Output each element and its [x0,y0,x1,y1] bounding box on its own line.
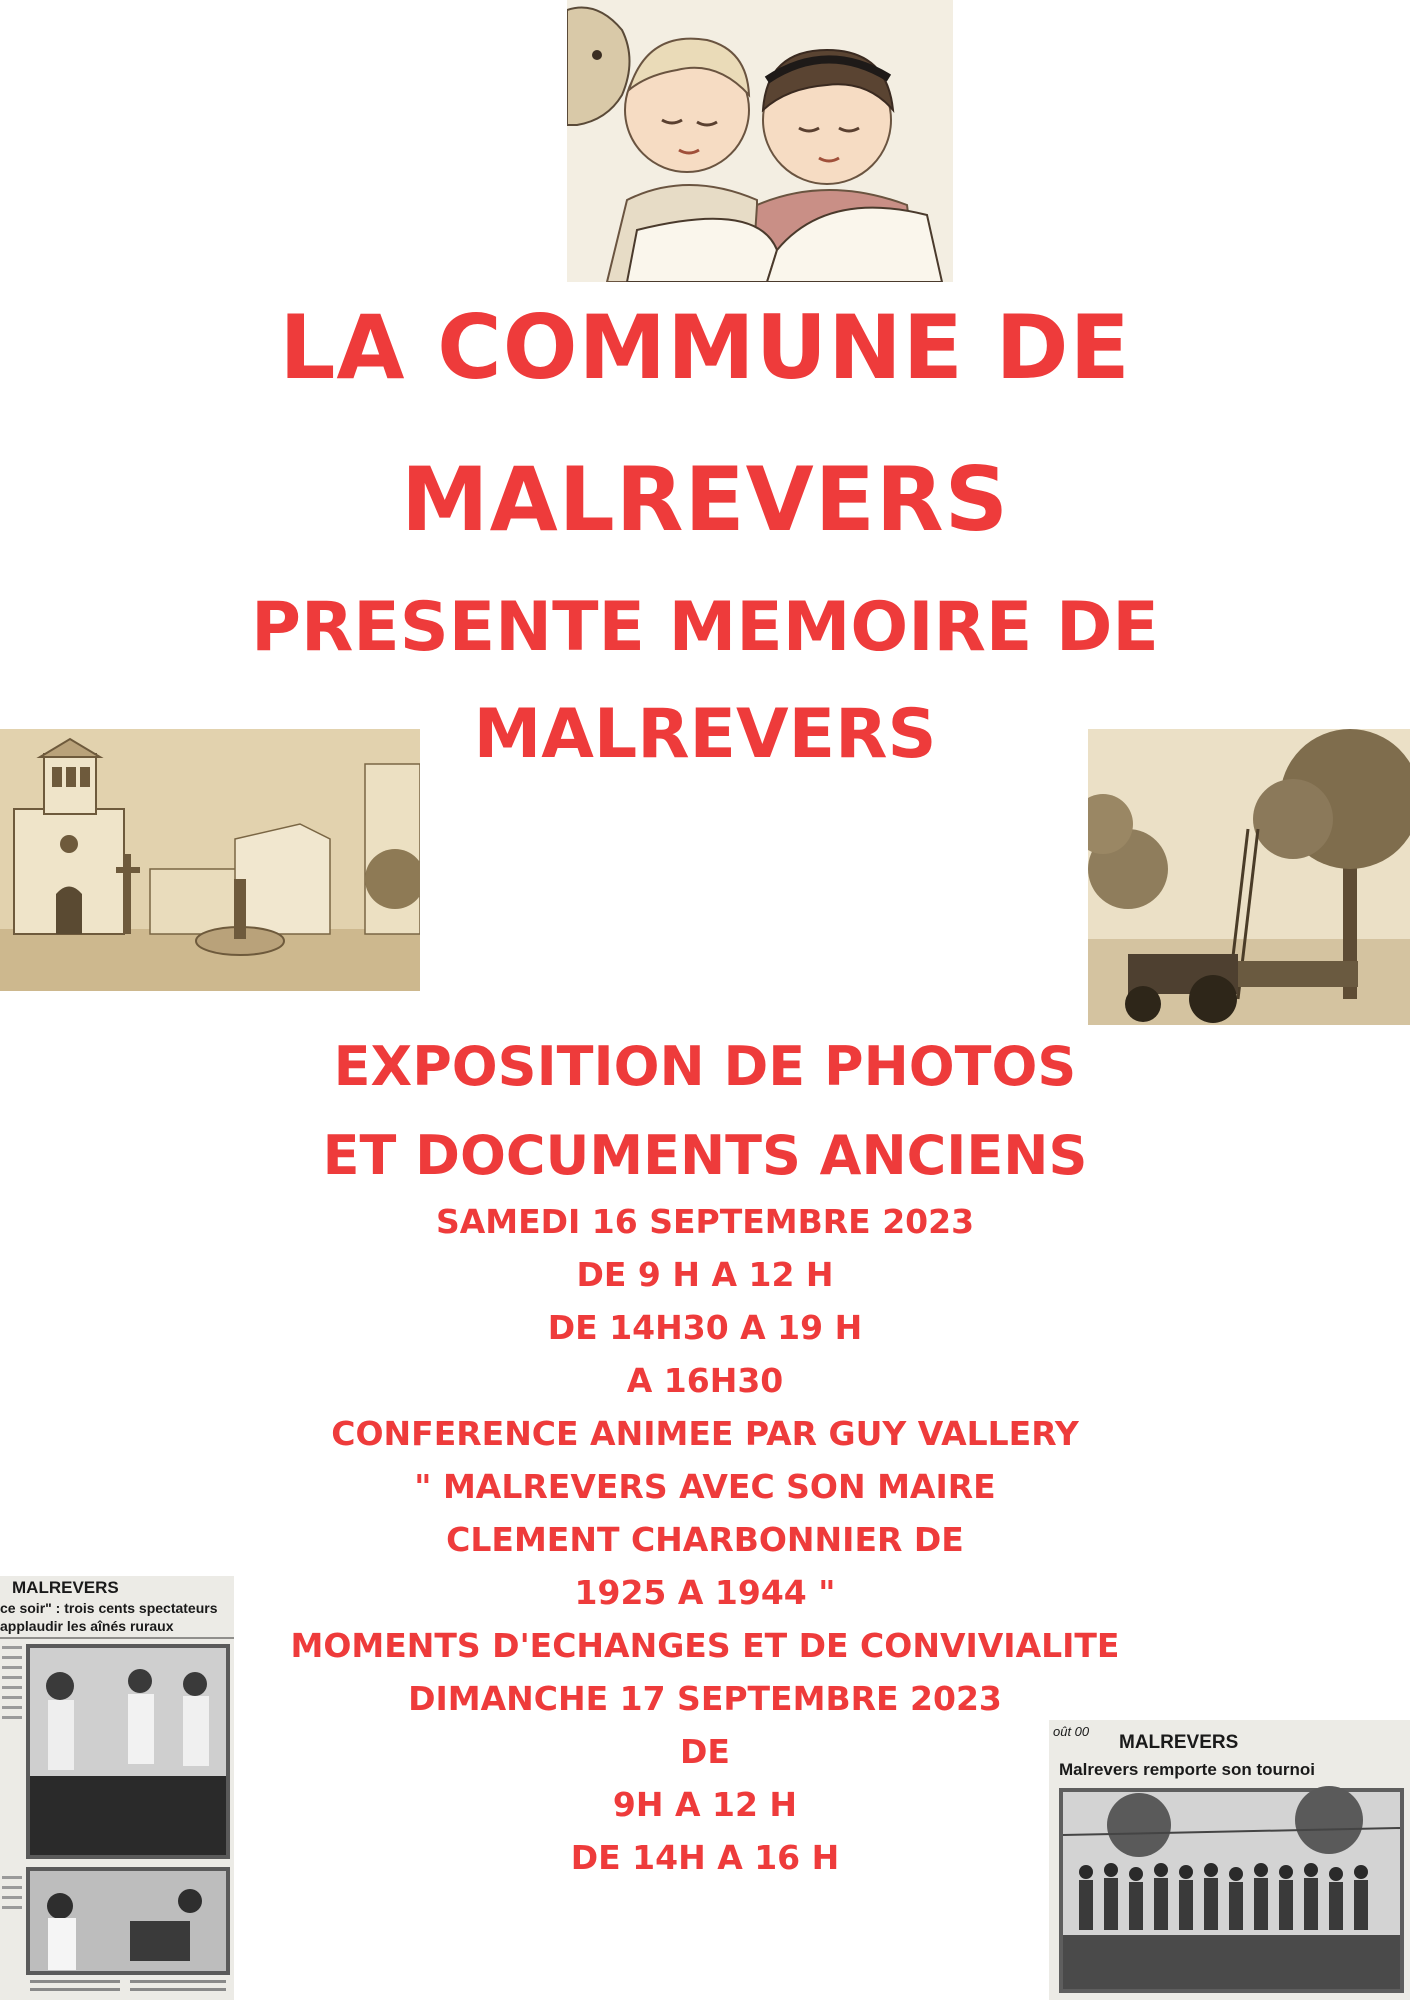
clipping-right-heading: MALREVERS [1119,1732,1239,1753]
schedule-line-9: MOMENTS D'ECHANGES ET DE CONVIVIALITE [290,1626,1120,1665]
tractor-orchard-photo [1088,729,1410,1025]
schedule-line-8: 1925 A 1944 " [574,1573,836,1612]
newspaper-clipping-right [1049,1720,1410,2000]
schedule-line-7: CLEMENT CHARBONNIER DE [446,1520,964,1559]
schedule-line-4: A 16H30 [626,1361,784,1400]
schedule-line-13: DE 14H A 16 H [570,1838,840,1877]
schedule-line-12: 9H A 12 H [612,1785,798,1824]
clipping-right-photo [1049,1720,1410,2000]
church-square-drawing [0,729,420,991]
title-line-1: LA COMMUNE DE [279,296,1131,399]
schedule-line-6: " MALREVERS AVEC SON MAIRE [414,1467,996,1506]
schedule-line-2: DE 9 H A 12 H [576,1255,834,1294]
expo-line-1: EXPOSITION DE PHOTOS [333,1035,1077,1098]
clipping-left-headline-2: applaudir les aînés ruraux [0,1618,174,1634]
schedule-line-1: SAMEDI 16 SEPTEMBRE 2023 [435,1202,975,1241]
schedule-line-10: DIMANCHE 17 SEPTEMBRE 2023 [408,1679,1002,1718]
title-line-2: MALREVERS [401,448,1009,551]
children-reading-illustration [567,0,953,282]
subtitle-line-1: PRESENTE MEMOIRE DE [251,588,1159,667]
expo-line-2: ET DOCUMENTS ANCIENS [322,1124,1088,1187]
subtitle-line-2: MALREVERS [473,695,937,774]
clipping-left-photos [0,1576,234,2000]
children-reading-drawing [567,0,953,282]
clipping-left-headline-1: ce soir" : trois cents spectateurs [0,1600,218,1616]
clipping-right-headline: Malrevers remporte son tournoi [1059,1760,1316,1779]
schedule-line-11: DE [680,1732,730,1771]
schedule-line-5: CONFERENCE ANIMEE PAR GUY VALLERY [331,1414,1079,1453]
tractor-orchard-drawing [1088,729,1410,1025]
church-square-photo [0,729,420,991]
clipping-left-heading: MALREVERS [12,1578,119,1597]
clipping-right-date: oût 00 [1053,1724,1090,1739]
newspaper-clipping-left [0,1576,234,2000]
schedule-line-3: DE 14H30 A 19 H [547,1308,863,1347]
